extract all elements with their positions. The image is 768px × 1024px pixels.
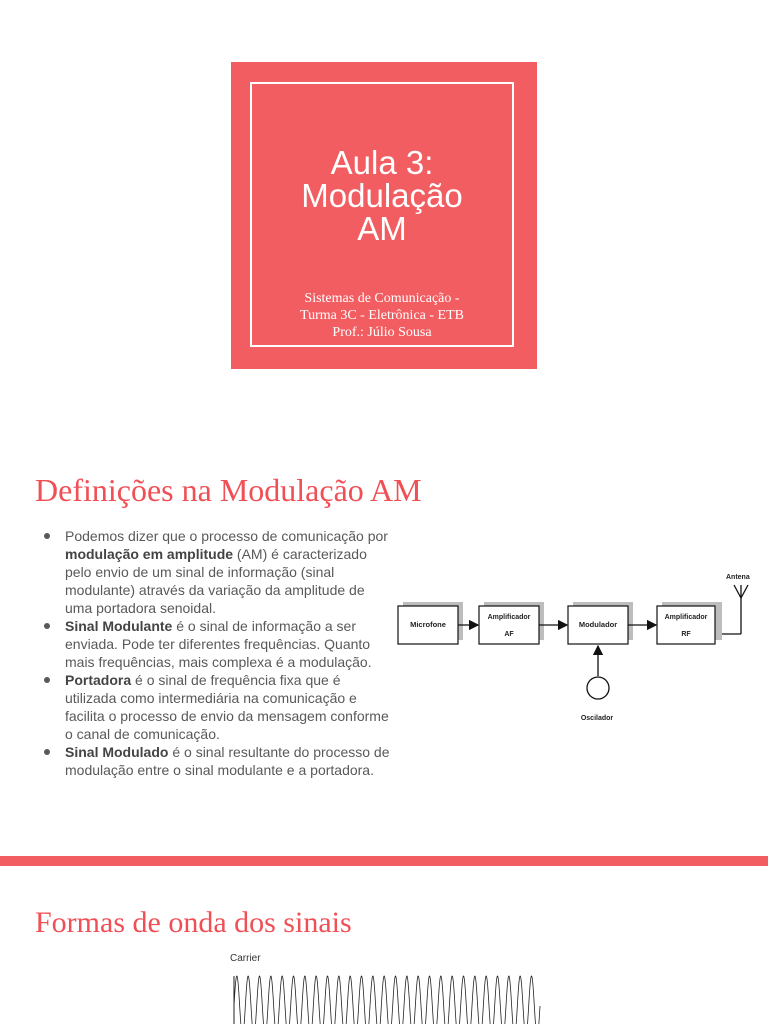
bullet-item: Sinal Modulado é o sinal resultante do processo de modulação entre o sinal modulante e a portadora. (38, 743, 390, 779)
title-line-1: Aula 3: (330, 144, 434, 181)
bullet-item: Podemos dizer que o processo de comunicação por modulação em amplitude (AM) é caracterizado pelo envio de um sinal de informação (sinal modulante) através da variação da amplitude de uma portadora senoidal. (38, 527, 390, 617)
svg-text:Microfone: Microfone (410, 620, 446, 629)
svg-text:Modulador: Modulador (578, 620, 618, 629)
carrier-waveform (230, 966, 542, 1024)
title-line-3: AM (357, 210, 407, 247)
title-frame (250, 82, 514, 347)
bullet-item: Portadora é o sinal de frequência fixa que é utilizada como intermediária na comunicação e facilita o processo de envio da mensagem conforme o canal de comunicação. (38, 671, 390, 743)
svg-text:AF: AF (504, 631, 514, 638)
title-line-2: Modulação (301, 177, 463, 214)
svg-text:Oscilador: Oscilador (580, 715, 614, 722)
svg-text:Amplificador: Amplificador (664, 614, 708, 621)
waveforms-slide (0, 866, 768, 1024)
amplificador-rf-block (657, 606, 715, 644)
svg-text:RF: RF (681, 631, 691, 638)
slide-title (252, 146, 512, 245)
antenna-label: Antena (726, 574, 750, 581)
bullet-item: Sinal Modulante é o sinal de informação a ser enviada. Pode ter diferentes frequências. Quanto mais frequências, mais complexa é a modulação. (38, 617, 390, 671)
definitions-heading: Definições na Modulação AM (35, 472, 422, 508)
am-transmitter-diagram (392, 568, 768, 728)
oscilador-circle (587, 677, 609, 699)
definitions-slide (0, 430, 768, 856)
title-card (231, 62, 537, 369)
carrier-wave-line (234, 976, 540, 1024)
amplificador-af-block (479, 606, 539, 644)
slide-divider (0, 856, 768, 866)
title-slide (0, 0, 768, 430)
subtitle-line-3: Prof.: Júlio Sousa (332, 325, 432, 340)
carrier-label: Carrier (230, 953, 261, 964)
subtitle-line-2: Turma 3C - Eletrônica - ETB (300, 308, 464, 323)
subtitle-line-1: Sistemas de Comunicação - (304, 291, 460, 306)
slide-subtitle (252, 290, 512, 341)
definitions-list (38, 527, 390, 779)
waveforms-heading: Formas de onda dos sinais (35, 906, 352, 939)
svg-text:Amplificador: Amplificador (487, 614, 531, 621)
